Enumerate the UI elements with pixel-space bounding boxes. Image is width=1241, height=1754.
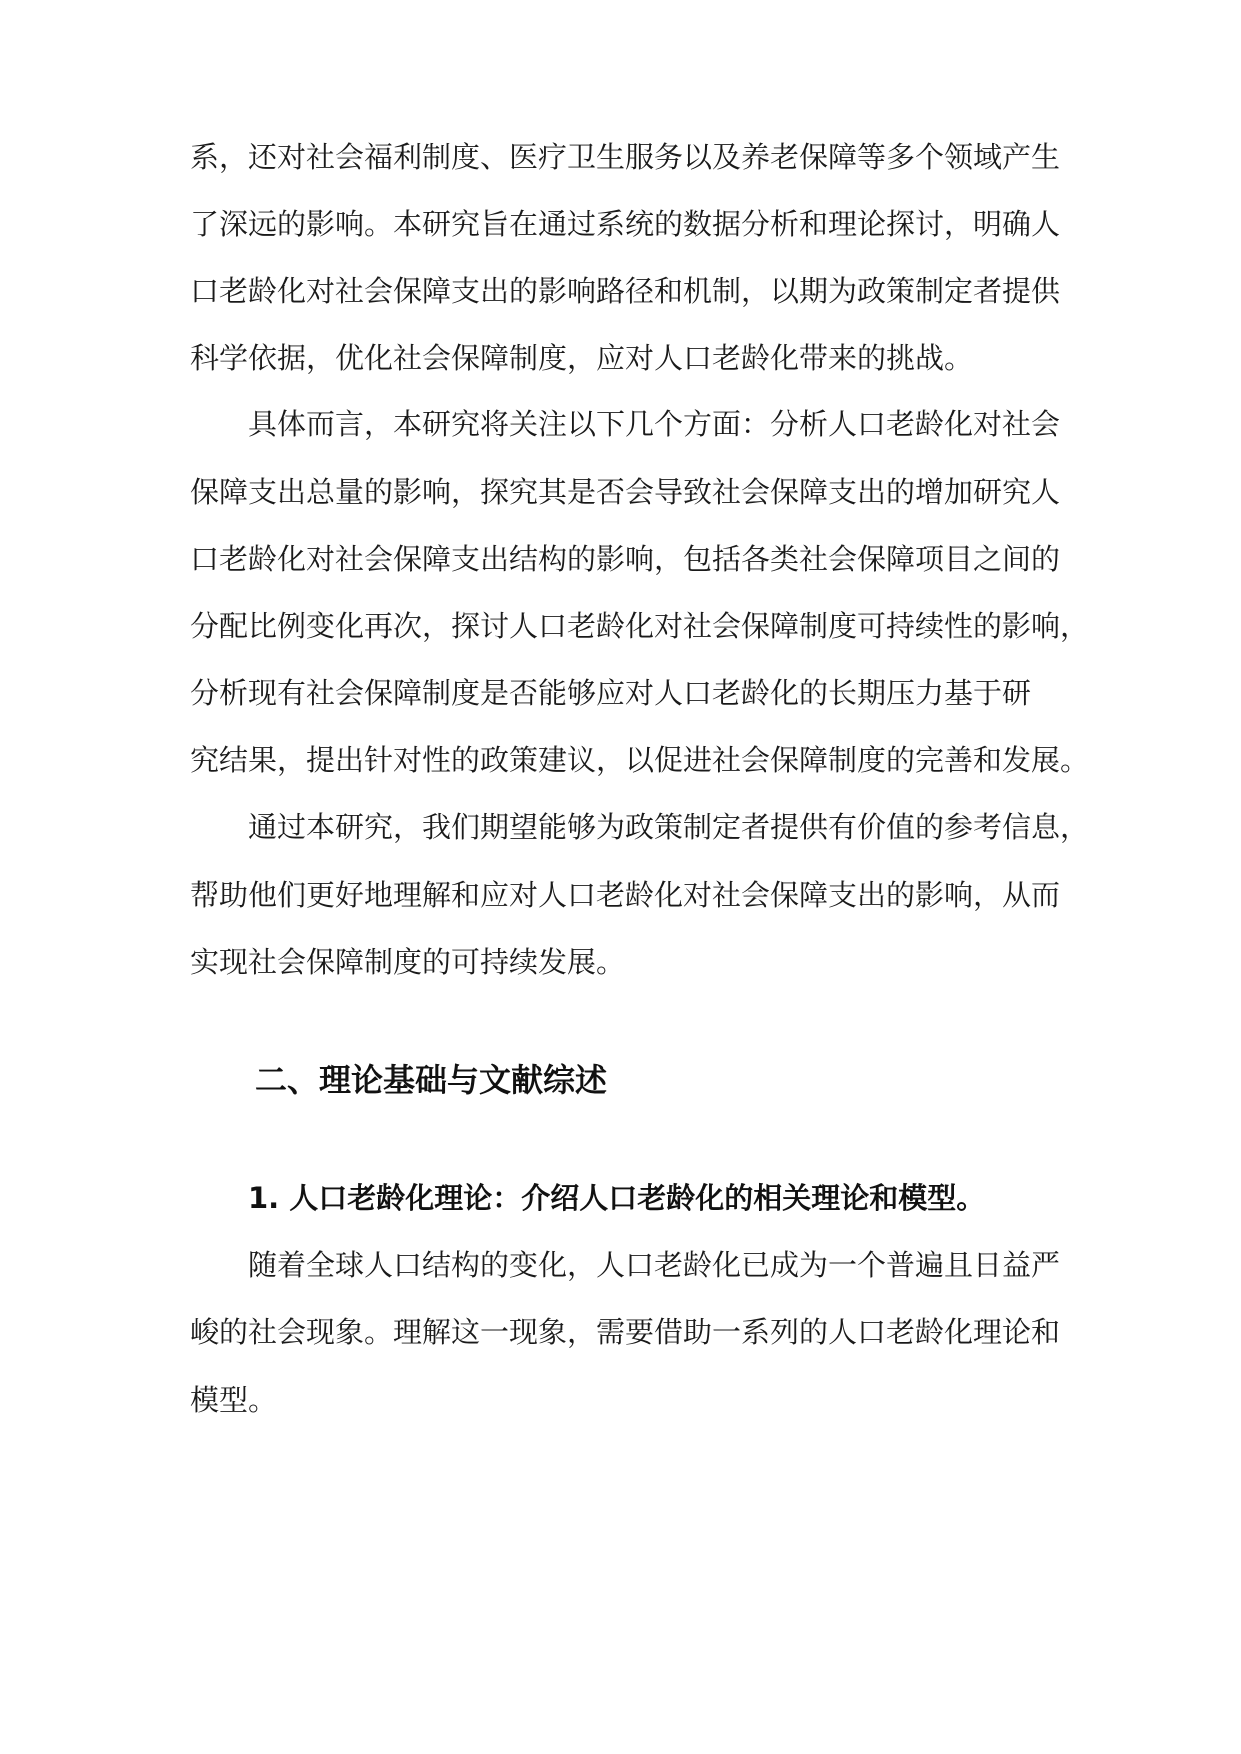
text-line: 帮助他们更好地理解和应对人口老龄化对社会保障支出的影响，从而 bbox=[190, 878, 1061, 912]
text-line: 科学依据，优化社会保障制度，应对人口老龄化带来的挑战。 bbox=[190, 341, 974, 375]
subsection-heading: 1. 人口老龄化理论：介绍人口老龄化的相关理论和模型。 bbox=[248, 1181, 986, 1215]
text-line: 分配比例变化再次，探讨人口老龄化对社会保障制度可持续性的影响， bbox=[190, 609, 1090, 643]
text-line: 模型。 bbox=[190, 1383, 278, 1417]
section-heading: 二、理论基础与文献综述 bbox=[255, 1061, 608, 1099]
text-line: 随着全球人口结构的变化，人口老龄化已成为一个普遍且日益严 bbox=[248, 1248, 1061, 1282]
text-line: 分析现有社会保障制度是否能够应对人口老龄化的长期压力基于研 bbox=[190, 676, 1032, 710]
text-line: 究结果，提出针对性的政策建议，以促进社会保障制度的完善和发展。 bbox=[190, 743, 1090, 777]
text-line: 系，还对社会福利制度、医疗卫生服务以及养老保障等多个领域产生 bbox=[190, 140, 1061, 174]
text-line: 峻的社会现象。理解这一现象，需要借助一系列的人口老龄化理论和 bbox=[190, 1315, 1061, 1349]
text-line: 口老龄化对社会保障支出的影响路径和机制，以期为政策制定者提供 bbox=[190, 274, 1061, 308]
text-line: 保障支出总量的影响，探究其是否会导致社会保障支出的增加研究人 bbox=[190, 475, 1061, 509]
text-line: 实现社会保障制度的可持续发展。 bbox=[190, 945, 626, 979]
text-line: 具体而言，本研究将关注以下几个方面：分析人口老龄化对社会 bbox=[248, 407, 1061, 441]
text-line: 通过本研究，我们期望能够为政策制定者提供有价值的参考信息， bbox=[248, 810, 1090, 844]
text-line: 口老龄化对社会保障支出结构的影响，包括各类社会保障项目之间的 bbox=[190, 542, 1061, 576]
text-line: 了深远的影响。本研究旨在通过系统的数据分析和理论探讨，明确人 bbox=[190, 207, 1061, 241]
